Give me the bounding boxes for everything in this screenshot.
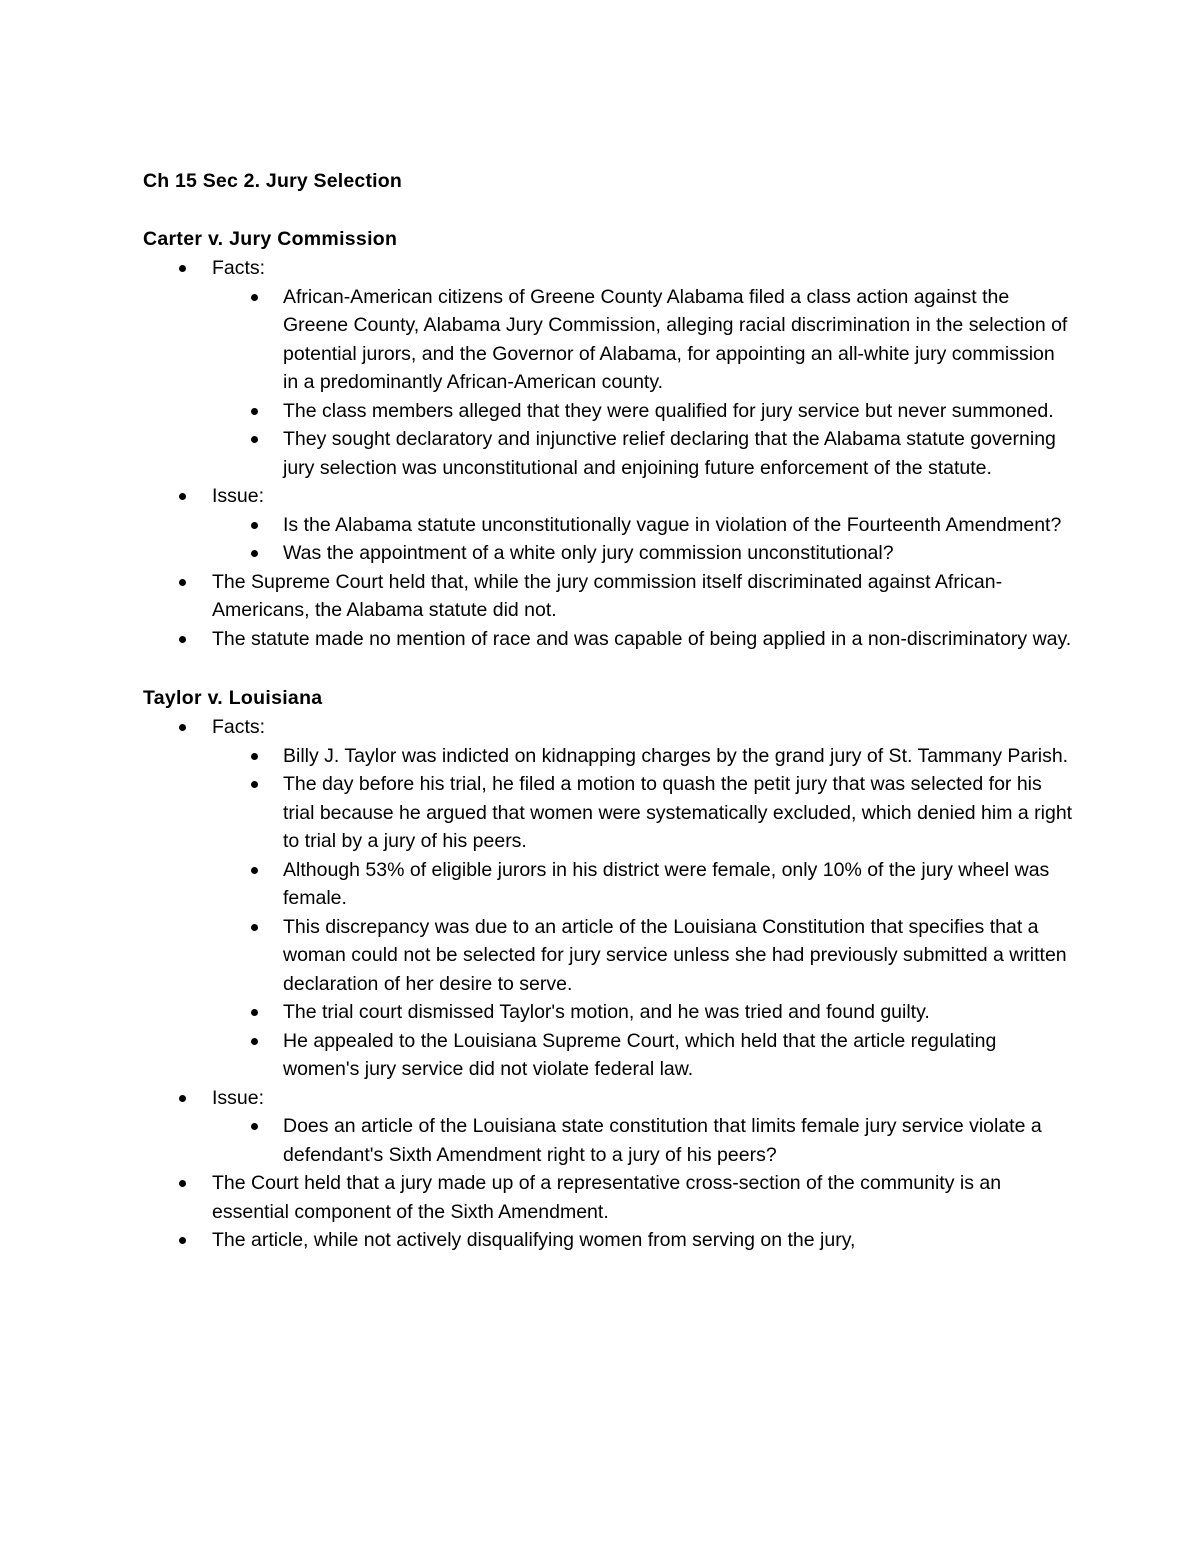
bullet-icon bbox=[179, 1095, 186, 1102]
bullet-text: The article, while not actively disqualifying women from serving on the jury, bbox=[212, 1229, 856, 1251]
bullet-item bbox=[143, 1084, 1073, 1113]
bullet-icon bbox=[251, 753, 258, 760]
sub-bullet-text: Is the Alabama statute unconstitutionally vague in violation of the Fourteenth Amendment? bbox=[283, 513, 1062, 536]
sub-bullet-item bbox=[143, 913, 1073, 999]
sub-bullet-text: This discrepancy was due to an article of the Louisiana Constitution that specifies that a woman could not be selected for jury service unless she had previously submitted a written declaration of her desire to serve. bbox=[283, 915, 1067, 995]
sub-bullet-text: He appealed to the Louisiana Supreme Court, which held that the article regulating women's jury service did not violate federal law. bbox=[283, 1029, 997, 1080]
sub-bullet-text: They sought declaratory and injunctive relief declaring that the Alabama statute governing jury selection was unconstitutional and enjoining future enforcement of the statute. bbox=[283, 428, 1056, 479]
sub-bullet-item bbox=[143, 425, 1073, 482]
bullet-text: Facts: bbox=[212, 716, 266, 738]
sub-bullet-text: Does an article of the Louisiana state constitution that limits female jury service violate a defendant's Sixth Amendment right to a jury of his peers? bbox=[283, 1115, 1042, 1166]
sub-bullet-item bbox=[143, 511, 1073, 540]
bullet-icon bbox=[179, 636, 186, 643]
sub-bullet-text: African-American citizens of Greene County Alabama filed a class action against the Greene County, Alabama Jury Commission, alleging racial discrimination in the selection of potential jurors, and the Governor of Alabama, for appointing an all-white jury commission in a predominantly African-American county. bbox=[283, 285, 1068, 393]
bullet-icon bbox=[251, 436, 258, 443]
bullet-item bbox=[143, 625, 1073, 654]
bullet-item bbox=[143, 713, 1073, 742]
bullet-icon bbox=[251, 1009, 258, 1016]
sub-bullet-text: Billy J. Taylor was indicted on kidnapping charges by the grand jury of St. Tammany Parish. bbox=[283, 744, 1069, 767]
sub-bullet-item bbox=[143, 742, 1073, 771]
bullet-text: Issue: bbox=[212, 1086, 265, 1109]
bullet-icon bbox=[179, 1180, 186, 1187]
sub-bullet-item bbox=[143, 1027, 1073, 1084]
sub-bullet-item bbox=[143, 856, 1073, 913]
bullet-icon bbox=[251, 1123, 258, 1130]
sub-bullet-text: Although 53% of eligible jurors in his district were female, only 10% of the jury wheel was female. bbox=[283, 858, 1050, 909]
sub-bullet-item bbox=[143, 770, 1073, 856]
document-title: Ch 15 Sec 2. Jury Selection bbox=[143, 170, 403, 192]
bullet-icon bbox=[251, 550, 258, 557]
sub-bullet-item bbox=[143, 1112, 1073, 1169]
bullet-text: The Court held that a jury made up of a representative cross-section of the community is an essential component of the Sixth Amendment. bbox=[212, 1172, 1002, 1223]
sub-bullet-text: Was the appointment of a white only jury commission unconstitutional? bbox=[283, 542, 894, 564]
sub-bullet-item bbox=[143, 998, 1073, 1027]
case-list bbox=[143, 224, 1073, 1255]
bullet-icon bbox=[179, 493, 186, 500]
bullet-icon bbox=[179, 265, 186, 272]
bullet-icon bbox=[251, 522, 258, 529]
bullet-icon bbox=[251, 924, 258, 931]
bullet-item bbox=[143, 1169, 1073, 1226]
case-section bbox=[143, 683, 1073, 1255]
bullet-icon bbox=[251, 294, 258, 301]
sub-bullet-text: The day before his trial, he filed a motion to quash the petit jury that was selected for his trial because he argued that women were systematically excluded, which denied him a right to trial by a jury of his peers. bbox=[283, 773, 1073, 852]
bullet-item bbox=[143, 568, 1073, 625]
bullet-icon bbox=[179, 724, 186, 731]
bullet-icon bbox=[251, 781, 258, 788]
bullet-text: The Supreme Court held that, while the jury commission itself discriminated against African-Americans, the Alabama statute did not. bbox=[212, 570, 1003, 621]
sub-bullet-item bbox=[143, 283, 1073, 397]
bullet-text: Facts: bbox=[212, 257, 266, 279]
bullet-item bbox=[143, 254, 1073, 283]
case-title: Carter v. Jury Commission bbox=[143, 228, 398, 250]
bullet-icon bbox=[251, 867, 258, 874]
bullet-text: Issue: bbox=[212, 485, 265, 507]
sub-bullet-item bbox=[143, 539, 1073, 568]
bullet-icon bbox=[251, 1038, 258, 1045]
bullet-icon bbox=[179, 579, 186, 586]
bullet-item bbox=[143, 1226, 1073, 1255]
bullet-text: The statute made no mention of race and was capable of being applied in a non-discriminatory way. bbox=[212, 627, 1072, 650]
sub-bullet-text: The class members alleged that they were qualified for jury service but never summoned. bbox=[283, 399, 1054, 422]
bullet-icon bbox=[251, 408, 258, 415]
case-section bbox=[143, 224, 1073, 653]
sub-bullet-item bbox=[143, 397, 1073, 426]
case-title: Taylor v. Louisiana bbox=[143, 687, 323, 709]
bullet-item bbox=[143, 482, 1073, 511]
sub-bullet-text: The trial court dismissed Taylor's motion, and he was tried and found guilty. bbox=[283, 1001, 930, 1023]
bullet-icon bbox=[179, 1237, 186, 1244]
document-content bbox=[143, 166, 1073, 1255]
